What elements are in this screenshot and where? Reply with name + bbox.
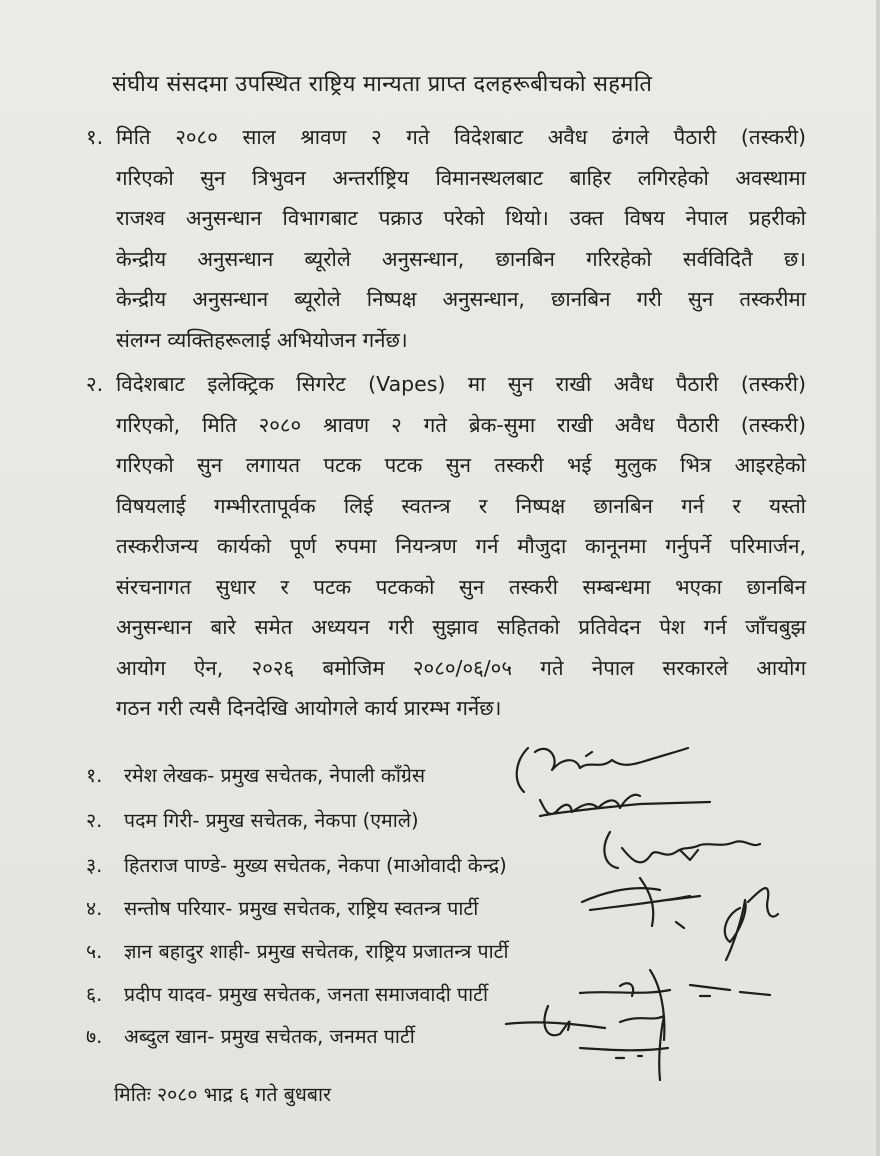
signature-4 bbox=[582, 878, 700, 928]
paragraph-line: गरिएको सुन त्रिभुवन अन्तर्राष्ट्रिय विमानस्थलबाट बाहिर लगिरहेको अवस्थामा bbox=[116, 165, 806, 190]
signatory-text: ज्ञान बहादुर शाही- प्रमुख सचेतक, राष्ट्रिय प्रजातन्त्र पार्टी bbox=[124, 940, 509, 963]
signature-5 bbox=[725, 888, 778, 960]
paragraph-line: विदेशबाट इलेक्ट्रिक सिगरेट (Vapes) मा सुन राखी अवैध पैठारी (तस्करी) bbox=[116, 372, 806, 396]
signatory-text: पदम गिरी- प्रमुख सचेतक, नेकपा (एमाले) bbox=[124, 809, 419, 832]
signature-2 bbox=[540, 795, 710, 816]
paragraph-line: गरिएको सुन लगायत पटक पटक सुन तस्करी भई मुलुक भित्र आइरहेको bbox=[116, 453, 806, 477]
signatory-text: अब्दुल खान- प्रमुख सचेतक, जनमत पार्टी bbox=[124, 1025, 415, 1048]
paragraph-line: संरचनागत सुधार र पटक पटकको सुन तस्करी सम्बन्धमा भएका छानबिन bbox=[116, 574, 806, 599]
paragraph-line: अनुसन्धान बारे समेत अध्ययन गरी सुझाव सहितको प्रतिवेदन पेश गर्न जाँचबुझ bbox=[116, 615, 806, 639]
date-line: मितिः २०८० भाद्र ६ गते बुधबार bbox=[114, 1083, 332, 1106]
signatory-text: हितराज पाण्डे- मुख्य सचेतक, नेकपा (माओवादी केन्द्र) bbox=[124, 854, 507, 877]
paragraph-line: आयोग ऐन, २०२६ बमोजिम २०८०/०६/०५ गते नेपाल सरकारले आयोग bbox=[116, 655, 806, 680]
signatory-text: रमेश लेखक- प्रमुख सचेतक, नेपाली काँग्रेस bbox=[124, 764, 426, 787]
paragraph-line: गरिएको, मिति २०८० श्रावण २ गते ब्रेक-सुमा राखी अवैध पैठारी (तस्करी) bbox=[116, 412, 806, 437]
signatory-number: ७. bbox=[86, 1025, 103, 1048]
signature-6 bbox=[580, 970, 770, 1040]
signature-1 bbox=[517, 748, 688, 792]
signatory-text: प्रदीप यादव- प्रमुख सचेतक, जनता समाजवादी पार्टी bbox=[124, 983, 489, 1006]
signatory-number: ६. bbox=[86, 983, 103, 1006]
paragraph-line: संलग्न व्यक्तिहरूलाई अभियोजन गर्नेछ। bbox=[116, 327, 408, 352]
signatory-number: ५. bbox=[86, 940, 103, 963]
signature-7 bbox=[506, 1006, 668, 1080]
paragraph-line: केन्द्रीय अनुसन्धान ब्यूरोले निष्पक्ष अनुसन्धान, छानबिन गरी सुन तस्करीमा bbox=[116, 287, 806, 311]
document-title: संघीय संसदमा उपस्थित राष्ट्रिय मान्यता प्राप्त दलहरूबीचको सहमति bbox=[112, 72, 653, 97]
signatory-number: १. bbox=[86, 764, 103, 787]
signatory-text: सन्तोष परियार- प्रमुख सचेतक, राष्ट्रिय स्वतन्त्र पार्टी bbox=[124, 897, 479, 920]
signatory-number: ३. bbox=[86, 854, 103, 877]
signatory-number: ४. bbox=[86, 897, 103, 920]
paragraph-line: गठन गरी त्यसै दिनदेखि आयोगले कार्य प्रारम्भ गर्नेछ। bbox=[116, 696, 502, 720]
paragraph-line: मिति २०८० साल श्रावण २ गते विदेशबाट अवैध ढंगले पैठारी (तस्करी) bbox=[116, 125, 806, 149]
signature-3 bbox=[604, 832, 760, 868]
paragraph-line: तस्करीजन्य कार्यको पूर्ण रुपमा नियन्त्रण गर्न मौजुदा कानूनमा गर्नुपर्ने परिमार्जन, bbox=[116, 534, 806, 558]
signatory-number: २. bbox=[86, 809, 103, 832]
paragraph-line: राजश्व अनुसन्धान विभागबाट पक्राउ परेको थियो। उक्त विषय नेपाल प्रहरीको bbox=[116, 206, 806, 230]
paragraph-line: केन्द्रीय अनुसन्धान ब्यूरोले अनुसन्धान, छानबिन गरिरहेको सर्वविदितै छ। bbox=[116, 246, 806, 271]
paragraph-line: विषयलाई गम्भीरतापूर्वक लिई स्वतन्त्र र निष्पक्ष छानबिन गर्न र यस्तो bbox=[116, 493, 806, 518]
paragraph-number: २. bbox=[86, 372, 104, 396]
paragraph-number: १. bbox=[86, 125, 104, 149]
